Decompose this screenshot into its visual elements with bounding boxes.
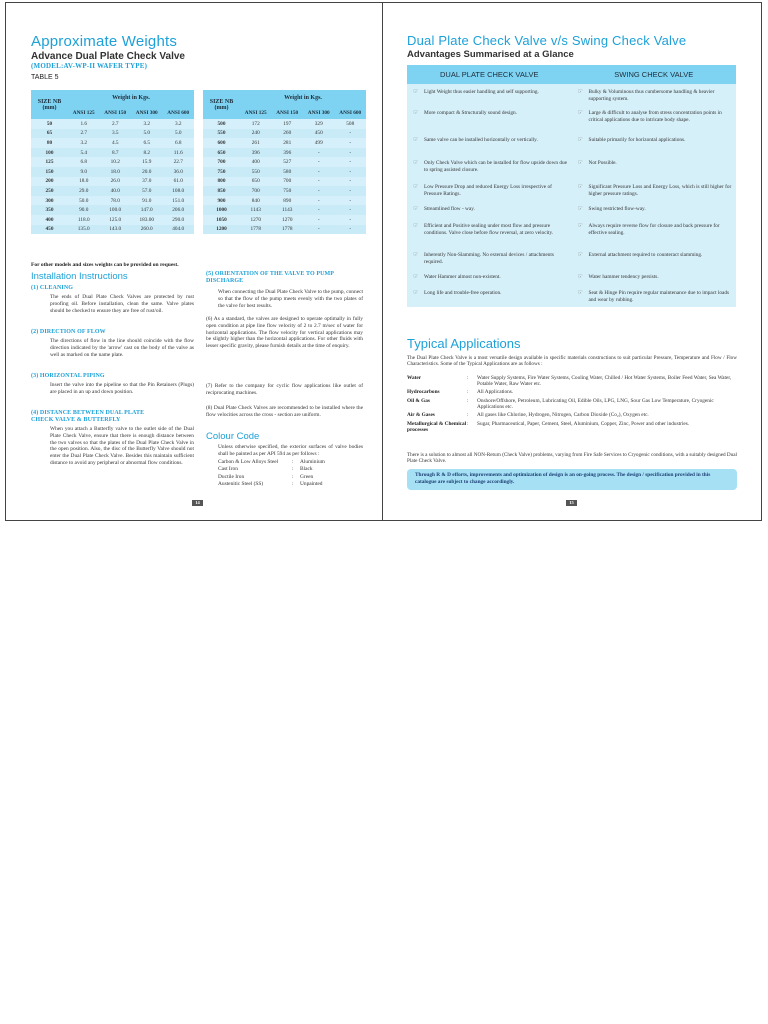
- weight-cell: -: [335, 196, 367, 206]
- dual-text: Water Hammer almost non-existent.: [424, 274, 501, 280]
- size-cell: 65: [31, 129, 68, 139]
- applications-outro: There is a solution to almost all NON-Return (Check Valve) problems, varying from Fire Safe Services to Cryogenic conditions, with a suitably designed Dual Plate Check Valve.: [407, 452, 737, 465]
- ansi-header: ANSI 125: [240, 106, 272, 119]
- weight-cell: 450: [303, 129, 335, 139]
- weight-cell: 700: [240, 186, 272, 196]
- size-cell: 1050: [203, 215, 240, 225]
- swing-cell: [572, 274, 737, 285]
- velocity-text: (6) As a standard, the valves are designed to operate optimally in fully open condition at pipe line flow velocity of 2 to 2.7 m/sec of water for horizontal applications. The flow velocity for vertical applications may be slightly higher than the horizontal applications. For other fluids with lesser specific gravity, please furnish details at the time of enquiry.: [206, 316, 363, 350]
- ansi-header: ANSI 125: [68, 106, 100, 119]
- application-details: Water Supply Systems, Fire Water Systems, Cooling Water, Chilled / Hot Water Systems, Boiler Feed Water, Sea Water, Potable Water, Raw Water etc.: [477, 375, 732, 388]
- dual-cell: [407, 223, 572, 247]
- weight-cell: -: [303, 205, 335, 215]
- weight-cell: 1143: [272, 205, 304, 215]
- material: Cast Iron: [218, 466, 238, 473]
- cleaning-heading: (1) CLEANING: [31, 285, 74, 291]
- size-cell: 600: [203, 138, 240, 148]
- size-cell: 1200: [203, 225, 240, 235]
- weight-row: [203, 196, 366, 206]
- page-subtitle: Advance Dual Plate Check Valve: [31, 51, 185, 62]
- weight-cell: 650: [240, 177, 272, 187]
- size-cell: 300: [31, 196, 68, 206]
- comparison-row: [407, 179, 736, 201]
- weight-row: [31, 157, 194, 167]
- weight-cell: -: [335, 129, 367, 139]
- weight-cell: 2.7: [100, 119, 132, 129]
- table-label: TABLE 5: [31, 74, 59, 81]
- weight-table-2: [203, 90, 366, 234]
- colour-code-intro: Unless otherwise specified, the exterior surfaces of valve bodies shall be painted as per API 594 as per follows :: [218, 444, 363, 457]
- comparison-row: [407, 132, 736, 155]
- swing-cell: [572, 160, 737, 179]
- weight-cell: 125.0: [100, 215, 132, 225]
- weight-cell: 37.0: [131, 177, 163, 187]
- comparison-header: [407, 65, 736, 84]
- dual-plate-column-header: DUAL PLATE CHECK VALVE: [439, 70, 539, 79]
- dual-cell: [407, 137, 572, 155]
- swing-cell: [572, 110, 737, 132]
- weight-cell: 260.0: [131, 225, 163, 235]
- weight-cell: 57.0: [131, 186, 163, 196]
- dual-cell: [407, 89, 572, 105]
- weight-cell: 1.6: [68, 119, 100, 129]
- weight-cell: 10.2: [100, 157, 132, 167]
- weight-cell: 61.0: [163, 177, 195, 187]
- distance-text: When you attach a Butterfly valve to the outlet side of the Dual Plate Check Valve, ensure that there is enough distance between the two valves so that the plates of the Dual Plate Check Valve in the open position. Also, the disc of the Butterfly Valve should not enter the Dual Plate Check Valve. Besides this maintain sufficient distance to avoid any peripheral or abnormal flow conditions.: [50, 426, 194, 466]
- pointing-hand-icon: ☞: [413, 110, 419, 116]
- dual-cell: [407, 206, 572, 218]
- weight-cell: -: [303, 225, 335, 235]
- pointing-hand-icon: ☞: [413, 274, 419, 280]
- application-details: All gases like Chlorine, Hydrogen, Nitrogen, Carbon Dioxide (Co₂), Oxygen etc.: [477, 412, 649, 418]
- swing-text: Bulky & Voluminous thus cumbersome handling & heavier supporting system.: [588, 89, 715, 102]
- dual-cell: [407, 184, 572, 201]
- weight-cell: 26.0: [100, 177, 132, 187]
- application-category: Air & Gases: [407, 412, 435, 418]
- separator: :: [467, 398, 469, 404]
- dual-cell: [407, 290, 572, 307]
- material: Ductile Iron: [218, 473, 245, 480]
- pointing-hand-icon: ☞: [413, 160, 419, 166]
- weight-cell: -: [335, 157, 367, 167]
- pointing-hand-icon: ☞: [577, 274, 583, 280]
- comparison-row: [407, 105, 736, 132]
- installation-title: Installation Instructions: [31, 271, 128, 282]
- weight-cell: 6.5: [131, 138, 163, 148]
- dual-text: Light Weight thus easier handling and self supporting.: [424, 89, 539, 95]
- comparison-body: [407, 84, 736, 307]
- weight-cell: 3.2: [163, 119, 195, 129]
- dual-cell: [407, 252, 572, 269]
- weight-cell: 240: [240, 129, 272, 139]
- weight-cell: -: [335, 177, 367, 187]
- weight-cell: 5.4: [68, 148, 100, 158]
- weight-cell: 1270: [272, 215, 304, 225]
- weight-cell: 508: [335, 119, 367, 129]
- weight-cell: -: [335, 186, 367, 196]
- weight-cell: 400: [240, 157, 272, 167]
- weight-cell: 91.0: [131, 196, 163, 206]
- size-cell: 400: [31, 215, 68, 225]
- weight-row: [203, 215, 366, 225]
- applications-list: [407, 375, 737, 435]
- flow-direction-heading: (2) DIRECTION OF FLOW: [31, 329, 106, 335]
- pointing-hand-icon: ☞: [413, 206, 419, 212]
- colour-row: Cast Iron : Black: [218, 466, 313, 473]
- size-header: SIZE NB (mm): [31, 90, 68, 119]
- weight-cell: 8.2: [131, 148, 163, 158]
- weight-row: [203, 129, 366, 139]
- dual-text: More compact & Structurally sound design.: [424, 110, 517, 116]
- swing-cell: [572, 252, 737, 269]
- swing-cell: [572, 184, 737, 201]
- comparison-row: [407, 269, 736, 285]
- comparison-row: [407, 201, 736, 218]
- weight-row: [203, 205, 366, 215]
- ansi-header: ANSI 300: [303, 106, 335, 119]
- weight-cell: 206.0: [163, 205, 195, 215]
- pointing-hand-icon: ☞: [577, 206, 583, 212]
- weight-row: [31, 196, 194, 206]
- weight-cell: 172: [240, 119, 272, 129]
- comparison-table: [407, 65, 736, 307]
- weight-cell: 3.2: [131, 119, 163, 129]
- separator: :: [467, 375, 469, 381]
- weight-row: [203, 177, 366, 187]
- weight-cell: 90.0: [68, 205, 100, 215]
- swing-cell: [572, 137, 737, 155]
- weight-cell: 197: [272, 119, 304, 129]
- weight-row: [203, 148, 366, 158]
- weight-row: [203, 157, 366, 167]
- swing-text: Large & difficult to analyse from stress concentration points in critical applications due to intricate body shape.: [588, 110, 722, 123]
- dual-text: Low Pressure Drop and reduced Energy Loss irrespective of Pressure Ratings.: [424, 184, 552, 197]
- swing-text: Suitable primarily for horizontal applications.: [588, 137, 686, 143]
- weight-row: [31, 167, 194, 177]
- weight-cell: -: [335, 225, 367, 235]
- swing-text: Swing restricted flow-way.: [588, 206, 646, 212]
- orientation-heading: (5) ORIENTATION OF THE VALVE TO PUMP DISCHARGE: [206, 271, 334, 284]
- application-category: Water: [407, 375, 422, 381]
- weight-cell: 147.0: [131, 205, 163, 215]
- weight-row: [203, 186, 366, 196]
- pointing-hand-icon: ☞: [577, 160, 583, 166]
- weight-row: [203, 119, 366, 129]
- weight-cell: -: [303, 167, 335, 177]
- weight-cell: 404.0: [163, 225, 195, 235]
- colour-row: Carbon & Low Alloys Steel : Aluminium: [218, 459, 325, 465]
- dual-cell: [407, 274, 572, 285]
- comparison-row: [407, 285, 736, 307]
- typical-applications-title: Typical Applications: [407, 336, 521, 351]
- size-cell: 900: [203, 196, 240, 206]
- pointing-hand-icon: ☞: [413, 184, 419, 190]
- size-cell: 250: [31, 186, 68, 196]
- weight-table-1: [31, 90, 194, 234]
- weight-cell: 890: [272, 196, 304, 206]
- weight-cell: 183.00: [131, 215, 163, 225]
- weight-cell: 750: [272, 186, 304, 196]
- weight-row: [203, 138, 366, 148]
- dual-text: Efficient and Positive sealing under most flow and pressure conditions. Valve close before flow reversal, at zero velocity.: [424, 223, 554, 236]
- weight-cell: 1270: [240, 215, 272, 225]
- weight-cell: 4.5: [100, 138, 132, 148]
- weight-cell: 3.5: [100, 129, 132, 139]
- size-cell: 150: [31, 167, 68, 177]
- weight-row: [203, 167, 366, 177]
- weight-cell: 18.0: [100, 167, 132, 177]
- dual-text: Only Check Valve which can be installed for flow upside down due to spring assisted closure.: [424, 160, 568, 173]
- horizontal-piping-heading: (3) HORIZONTAL PIPING: [31, 373, 105, 379]
- size-cell: 550: [203, 129, 240, 139]
- weight-header: Weight in Kgs.: [68, 90, 194, 106]
- separator: :: [467, 389, 469, 395]
- weight-cell: 329: [303, 119, 335, 129]
- application-row: [407, 375, 737, 389]
- weight-row: [203, 225, 366, 235]
- application-category: Oil & Gas: [407, 398, 430, 404]
- pointing-hand-icon: ☞: [413, 89, 419, 95]
- horizontal-piping-text: Insert the valve into the pipeline so that the Pin Retainers (Plugs) are placed in an up and down position.: [50, 382, 194, 395]
- weight-cell: 20.0: [131, 167, 163, 177]
- application-row: [407, 421, 737, 435]
- pointing-hand-icon: ☞: [413, 137, 419, 143]
- size-cell: 100: [31, 148, 68, 158]
- weight-cell: 499: [303, 138, 335, 148]
- colour-row: Ductile Iron : Green: [218, 473, 314, 480]
- ansi-header: ANSI 150: [100, 106, 132, 119]
- ansi-header: ANSI 600: [163, 106, 195, 119]
- size-cell: 500: [203, 119, 240, 129]
- weight-cell: -: [303, 186, 335, 196]
- weight-cell: 22.7: [163, 157, 195, 167]
- weight-cell: 580: [272, 167, 304, 177]
- weight-cell: -: [303, 157, 335, 167]
- swing-text: Seat & Hinge Pin require regular maintenance due to impact loads and wear by rubbing.: [588, 290, 730, 303]
- size-cell: 125: [31, 157, 68, 167]
- colour-code-table: [218, 459, 325, 488]
- material: Austenitic Steel (SS): [218, 480, 264, 487]
- weight-cell: 550: [240, 167, 272, 177]
- distance-heading: (4) DISTANCE BETWEEN DUAL PLATE CHECK VALVE & BUTTERFLY: [31, 410, 145, 423]
- weight-cell: 100.0: [100, 205, 132, 215]
- separator: :: [467, 421, 469, 427]
- size-cell: 750: [203, 167, 240, 177]
- weight-row: [31, 186, 194, 196]
- weight-cell: 151.0: [163, 196, 195, 206]
- swing-cell: [572, 223, 737, 247]
- colour: Unpainted: [300, 480, 323, 487]
- size-cell: 50: [31, 119, 68, 129]
- weight-cell: 40.0: [100, 186, 132, 196]
- weight-cell: 8.7: [100, 148, 132, 158]
- weight-cell: 15.9: [131, 157, 163, 167]
- model-label: (MODEL:AV-WP-II WAFER TYPE): [31, 62, 148, 70]
- weight-cell: 840: [240, 196, 272, 206]
- comparison-row: [407, 247, 736, 269]
- application-details: All Applications.: [477, 389, 514, 395]
- weight-cell: 1143: [240, 205, 272, 215]
- page-number: 14: [192, 500, 203, 506]
- weight-cell: -: [335, 138, 367, 148]
- rd-notice: Through R & D efforts, improvements and optimization of design is an on-going process. The design / specification provided in this catalogue are subject to change accordingly.: [407, 469, 737, 490]
- weight-cell: 36.0: [163, 167, 195, 177]
- weight-cell: 11.6: [163, 148, 195, 158]
- weight-cell: 260: [272, 129, 304, 139]
- applications-intro: The Dual Plate Check Valve is a most versatile design available in specific materials constructions to suit particular Pressure, Temperature and Flow / Flow Characteristics. Some of the Typical Applications are as follows :: [407, 355, 737, 368]
- pointing-hand-icon: ☞: [577, 137, 583, 143]
- material: Carbon & Low Alloys Steel: [218, 459, 279, 465]
- pointing-hand-icon: ☞: [577, 89, 583, 95]
- pointing-hand-icon: ☞: [577, 290, 583, 296]
- weight-cell: 290.0: [163, 215, 195, 225]
- weight-cell: 700: [272, 177, 304, 187]
- colour-code-title: Colour Code: [206, 431, 260, 442]
- pointing-hand-icon: ☞: [413, 252, 419, 258]
- size-cell: 800: [203, 177, 240, 187]
- application-row: [407, 389, 737, 398]
- comparison-row: [407, 84, 736, 105]
- ansi-header: ANSI 600: [335, 106, 367, 119]
- dual-text: Same valve can be installed horizontally or vertically.: [424, 137, 538, 143]
- weight-cell: 3.2: [68, 138, 100, 148]
- comparison-subtitle: Advantages Summarised at a Glance: [407, 49, 574, 60]
- weight-row: [31, 215, 194, 225]
- orientation-text: When connecting the Dual Plate Check Valve to the pump, connect so that the flow of the pump meets evenly with the two plates of the valve for best results.: [218, 289, 363, 309]
- weight-cell: 50.0: [68, 196, 100, 206]
- right-page: [383, 3, 762, 521]
- weight-cell: 78.0: [100, 196, 132, 206]
- pointing-hand-icon: ☞: [577, 252, 583, 258]
- application-details: Sugar, Pharmaceutical, Paper, Cement, Steel, Aluminium, Copper, Zinc, Power and other industries.: [477, 421, 690, 427]
- application-row: [407, 412, 737, 421]
- size-cell: 350: [31, 205, 68, 215]
- swing-text: Significant Pressure Loss and Energy Loss, which is still higher for higher pressure ratings.: [588, 184, 732, 197]
- comparison-row: [407, 218, 736, 247]
- size-cell: 850: [203, 186, 240, 196]
- weight-cell: 118.0: [68, 215, 100, 225]
- weight-cell: 6.8: [163, 138, 195, 148]
- weight-cell: -: [303, 196, 335, 206]
- swing-cell: [572, 89, 737, 105]
- weight-cell: 2.7: [68, 129, 100, 139]
- swing-text: Not Possible.: [588, 160, 617, 166]
- flow-direction-text: The directions of flow in the line should coincide with the flow direction indicated by the 'arrow' cast on the body of the valve as well as marked on the name plate.: [50, 338, 194, 358]
- weight-row: [31, 225, 194, 235]
- swing-text: Always require reverse flow for closure and back pressure for effective sealing.: [588, 223, 720, 236]
- pointing-hand-icon: ☞: [577, 110, 583, 116]
- application-category: Hydrocarbons: [407, 389, 440, 395]
- weight-cell: 5.0: [163, 129, 195, 139]
- dual-cell: [407, 160, 572, 179]
- size-cell: 200: [31, 177, 68, 187]
- comparison-title: Dual Plate Check Valve v/s Swing Check Valve: [407, 33, 687, 48]
- weight-cell: 261: [240, 138, 272, 148]
- page-title: Approximate Weights: [31, 33, 178, 50]
- size-cell: 650: [203, 148, 240, 158]
- application-category: Metallurgical & Chemical processes: [407, 421, 467, 434]
- page-number: 15: [566, 500, 577, 506]
- application-row: [407, 398, 737, 412]
- comparison-row: [407, 155, 736, 179]
- size-cell: 700: [203, 157, 240, 167]
- ansi-header: ANSI 300: [131, 106, 163, 119]
- size-cell: 1000: [203, 205, 240, 215]
- size-cell: 450: [31, 225, 68, 235]
- weight-cell: 527: [272, 157, 304, 167]
- pointing-hand-icon: ☞: [577, 223, 583, 229]
- weight-cell: -: [335, 215, 367, 225]
- size-header: SIZE NB (mm): [203, 90, 240, 119]
- weight-cell: 143.0: [100, 225, 132, 235]
- uniform-velocity-text: (8) Dual Plate Check Valves are recommended to be installed where the flow velocities across the cross - section are uniform.: [206, 405, 363, 418]
- weight-cell: -: [335, 205, 367, 215]
- weight-cell: 1778: [272, 225, 304, 235]
- swing-cell: [572, 206, 737, 218]
- colour: Black: [300, 466, 313, 473]
- weight-cell: -: [303, 177, 335, 187]
- dual-text: Streamlined flow - way.: [424, 206, 475, 212]
- application-details: Onshore/Offshore, Petroleum, Lubricating Oil, Edible Oils, LPG, LNG, Sour Gas Low Temperature, Cryogenic Applications etc.: [477, 398, 714, 411]
- cyclic-flow-text: (7) Refer to the company for cyclic flow applications like outlet of reciprocating machines.: [206, 383, 363, 396]
- weight-row: [31, 129, 194, 139]
- size-cell: 80: [31, 138, 68, 148]
- swing-text: External attachment required to counteract slamming.: [588, 252, 703, 258]
- weight-cell: -: [303, 148, 335, 158]
- left-page: [6, 3, 382, 521]
- catalogue-spread: [5, 2, 762, 521]
- weight-cell: -: [335, 148, 367, 158]
- colour: Green: [300, 473, 314, 480]
- weight-cell: 5.0: [131, 129, 163, 139]
- weight-header: Weight in Kgs.: [240, 90, 366, 106]
- ansi-header: ANSI 150: [272, 106, 304, 119]
- pointing-hand-icon: ☞: [577, 184, 583, 190]
- weight-cell: 396: [240, 148, 272, 158]
- weight-row: [31, 177, 194, 187]
- weight-cell: 6.8: [68, 157, 100, 167]
- swing-column-header: SWING CHECK VALVE: [614, 70, 694, 79]
- swing-text: Water hammer tendency persists.: [588, 274, 659, 280]
- pointing-hand-icon: ☞: [413, 290, 419, 296]
- weight-cell: 135.0: [68, 225, 100, 235]
- swing-cell: [572, 290, 737, 307]
- weight-cell: 108.0: [163, 186, 195, 196]
- dual-text: Long life and trouble-free operation.: [424, 290, 502, 296]
- separator: :: [467, 412, 469, 418]
- weight-row: [31, 205, 194, 215]
- weights-note: For other models and sizes weights can be provided on request.: [31, 262, 179, 268]
- weight-cell: 396: [272, 148, 304, 158]
- weight-cell: 18.0: [68, 177, 100, 187]
- pointing-hand-icon: ☞: [413, 223, 419, 229]
- weight-cell: 29.0: [68, 186, 100, 196]
- colour-row: Austenitic Steel (SS) : Unpainted: [218, 480, 323, 487]
- dual-text: Inherently Non-Slamming. No external devices / attachments required.: [424, 252, 554, 265]
- colour: Aluminium: [300, 459, 325, 465]
- cleaning-text: The ends of Dual Plate Check Valves are protected by rust proofing oil. Before installation, clean the same. Valve plates should be checked to ensure they are free of rust/oil.: [50, 294, 194, 314]
- weight-cell: 9.0: [68, 167, 100, 177]
- weight-cell: -: [303, 215, 335, 225]
- weight-cell: 281: [272, 138, 304, 148]
- weight-row: [31, 138, 194, 148]
- weight-cell: 1778: [240, 225, 272, 235]
- weight-row: [31, 119, 194, 129]
- dual-cell: [407, 110, 572, 132]
- weight-row: [31, 148, 194, 158]
- weight-cell: -: [335, 167, 367, 177]
